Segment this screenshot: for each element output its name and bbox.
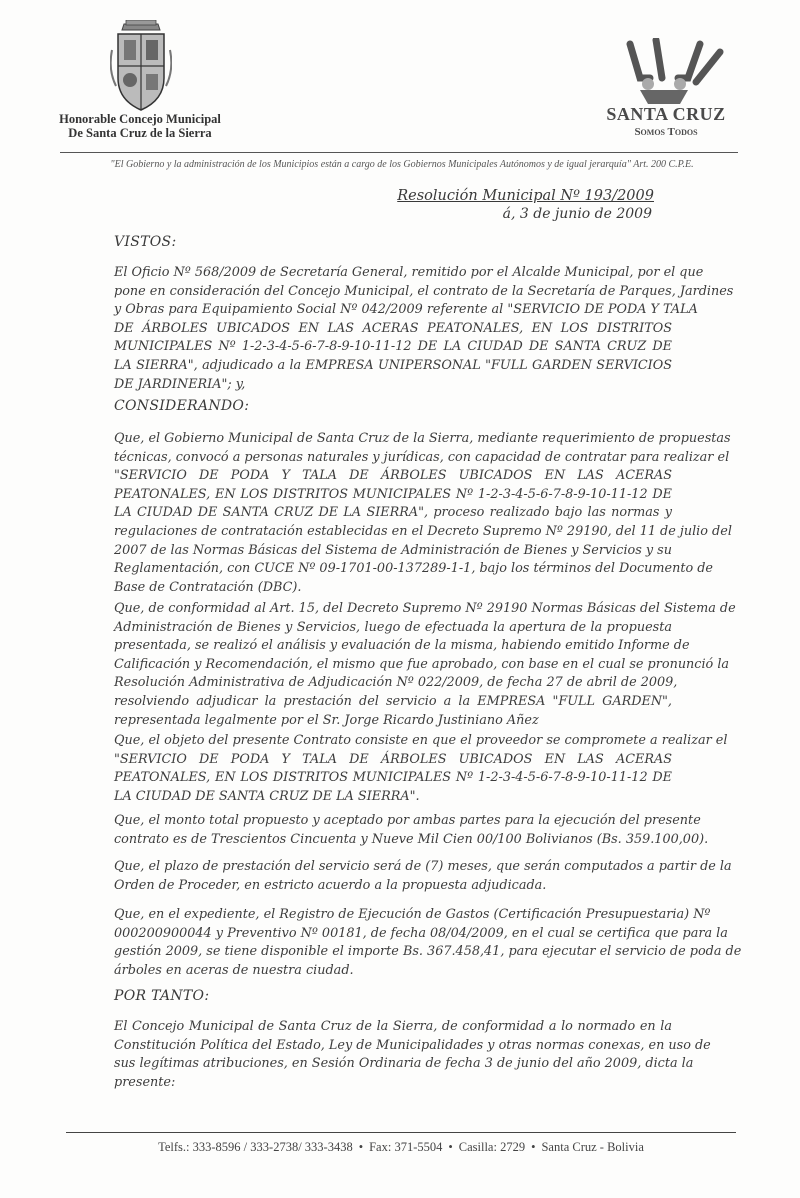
text-line: Que, el objeto del presente Contrato consiste en que el proveedor se compromete a realizar el <box>114 733 728 748</box>
footer-phones: Telfs.: 333-8596 / 333-2738/ 333-3438 <box>158 1140 353 1154</box>
council-name-line1: Honorable Concejo Municipal <box>59 112 221 126</box>
text-line: "SERVICIO DE PODA Y TALA DE ÁRBOLES UBICADOS EN LAS ACERAS <box>114 751 672 767</box>
paragraph-por-tanto <box>114 1018 711 1092</box>
text-line: Que, en el expediente, el Registro de Ejecución de Gastos (Certificación Presupuestaria) Nº <box>114 907 711 922</box>
footer-city: Santa Cruz - Bolivia <box>541 1140 644 1154</box>
text-line: Administración de Bienes y Servicios, luego de efectuada la apertura de la propuesta <box>114 619 672 635</box>
text-line: Que, de conformidad al Art. 15, del Decreto Supremo Nº 29190 Normas Básicas del Sistema de <box>114 601 736 616</box>
logo-title: SANTA CRUZ <box>606 104 726 124</box>
text-line: presente: <box>114 1074 176 1090</box>
text-line: El Concejo Municipal de Santa Cruz de la Sierra, de conformidad a lo normado en la <box>114 1019 672 1034</box>
text-line: Que, el plazo de prestación del servicio será de (7) meses, que serán computados a partir de la <box>114 859 732 874</box>
text-line: El Oficio Nº 568/2009 de Secretaría General, remitido por el Alcalde Municipal, por el que <box>114 265 704 280</box>
coat-of-arms-icon <box>110 20 172 112</box>
text-line: PEATONALES, EN LOS DISTRITOS MUNICIPALES Nº 1-2-3-4-5-6-7-8-9-10-11-12 DE <box>114 770 672 786</box>
text-line: Reglamentación, con CUCE Nº 09-1701-00-137289-1-1, bajo los términos del Documento de <box>114 561 714 577</box>
paragraph-considerando-5 <box>114 858 732 895</box>
header-divider <box>60 152 738 153</box>
text-line: 2007 de las Normas Básicas del Sistema de Administración de Bienes y Servicios y su <box>114 542 672 558</box>
council-name-line2: De Santa Cruz de la Sierra <box>68 126 212 140</box>
council-name <box>40 112 240 140</box>
section-por-tanto: POR TANTO: <box>114 988 210 1004</box>
text-line: Que, el monto total propuesto y aceptado por ambas partes para la ejecución del presente <box>114 813 701 828</box>
text-line: Calificación y Recomendación, el mismo que fue aprobado, con base en el cual se pronunció la <box>114 656 730 672</box>
text-line: "SERVICIO DE PODA Y TALA DE ÁRBOLES UBICADOS EN LAS ACERAS <box>114 468 672 484</box>
resolution-title: Resolución Municipal Nº 193/2009 <box>397 188 654 204</box>
text-line: LA CIUDAD DE SANTA CRUZ DE LA SIERRA". <box>114 788 420 804</box>
text-line: Resolución Administrativa de Adjudicación Nº 022/2009, de fecha 27 de abril de 2009, <box>114 675 678 691</box>
text-line: MUNICIPALES Nº 1-2-3-4-5-6-7-8-9-10-11-12 DE LA CIUDAD DE SANTA CRUZ DE <box>114 339 672 355</box>
text-line: pone en consideración del Concejo Municipal, el contrato de la Secretaría de Parques, Jardines <box>114 283 734 299</box>
paragraph-considerando-4 <box>114 812 709 849</box>
section-considerando: CONSIDERANDO: <box>114 398 250 414</box>
text-line: LA SIERRA", adjudicado a la EMPRESA UNIPERSONAL "FULL GARDEN SERVICIOS <box>114 357 672 373</box>
text-line: presentada, se realizó el análisis y evaluación de la misma, habiendo emitido Informe de <box>114 638 690 654</box>
footer-box: Casilla: 2729 <box>458 1140 526 1154</box>
footer-divider <box>66 1132 736 1133</box>
text-line: Constitución Política del Estado, Ley de Municipalidades y otras normas conexas, en uso de <box>114 1037 711 1053</box>
resolution-date: á, 3 de junio de 2009 <box>502 206 652 222</box>
paragraph-considerando-1 <box>114 430 732 597</box>
paragraph-vistos <box>114 264 734 394</box>
constitution-quote: "El Gobierno y la administración de los Municipios están a cargo de los Gobiernos Municipales Autónomos y de igual jerarquía" Art. 200 C.P.E. <box>110 159 694 170</box>
section-vistos: VISTOS: <box>114 234 177 250</box>
text-line: árboles en aceras de nuestra ciudad. <box>114 962 354 978</box>
text-line: regulaciones de contratación establecidas en el Decreto Supremo Nº 29190, del 11 de julio del <box>114 523 732 539</box>
text-line: Orden de Proceder, en estricto acuerdo a la propuesta adjudicada. <box>114 877 547 893</box>
text-line: LA CIUDAD DE SANTA CRUZ DE LA SIERRA", proceso realizado bajo las normas y <box>114 505 672 521</box>
text-line: Que, el Gobierno Municipal de Santa Cruz de la Sierra, mediante requerimiento de propuestas <box>114 431 731 446</box>
text-line: resolviendo adjudicar la prestación del servicio a la EMPRESA "FULL GARDEN", <box>114 693 672 709</box>
text-line: contrato es de Trescientos Cincuenta y Nueve Mil Cien 00/100 Bolivianos (Bs. 359.100,00). <box>114 831 709 847</box>
text-line: y Obras para Equipamiento Social Nº 042/2009 referente al "SERVICIO DE PODA Y TALA <box>114 302 698 318</box>
text-line: representada legalmente por el Sr. Jorge Ricardo Justiniano Añez <box>114 712 539 728</box>
footer-contact: Telfs.: 333-8596 / 333-2738/ 333-3438 • Fax: 371-5504 • Casilla: 2729 • Santa Cruz - Bolivia <box>158 1140 644 1154</box>
text-line: técnicas, convocó a personas naturales y jurídicas, con capacidad de contratar para realizar el <box>114 449 730 465</box>
footer-fax: Fax: 371-5504 <box>369 1140 443 1154</box>
paragraph-considerando-6 <box>114 906 742 980</box>
text-line: DE ÁRBOLES UBICADOS EN LAS ACERAS PEATONALES, EN LOS DISTRITOS <box>114 320 672 336</box>
text-line: 000200900044 y Preventivo Nº 00181, de fecha 08/04/2009, en el cual se certifica que para la <box>114 925 728 941</box>
text-line: gestión 2009, se tiene disponible el importe Bs. 367.458,41, para ejecutar el servicio de poda de <box>114 944 742 960</box>
text-line: DE JARDINERIA"; y, <box>114 376 246 392</box>
logo-subtitle: Somos Todos <box>634 126 698 138</box>
text-line: sus legítimas atribuciones, en Sesión Ordinaria de fecha 3 de junio del año 2009, dicta la <box>114 1056 694 1072</box>
paragraph-considerando-3 <box>114 732 728 806</box>
text-line: PEATONALES, EN LOS DISTRITOS MUNICIPALES Nº 1-2-3-4-5-6-7-8-9-10-11-12 DE <box>114 486 672 502</box>
text-line: Base de Contratación (DBC). <box>114 579 302 595</box>
paragraph-considerando-2 <box>114 600 736 730</box>
